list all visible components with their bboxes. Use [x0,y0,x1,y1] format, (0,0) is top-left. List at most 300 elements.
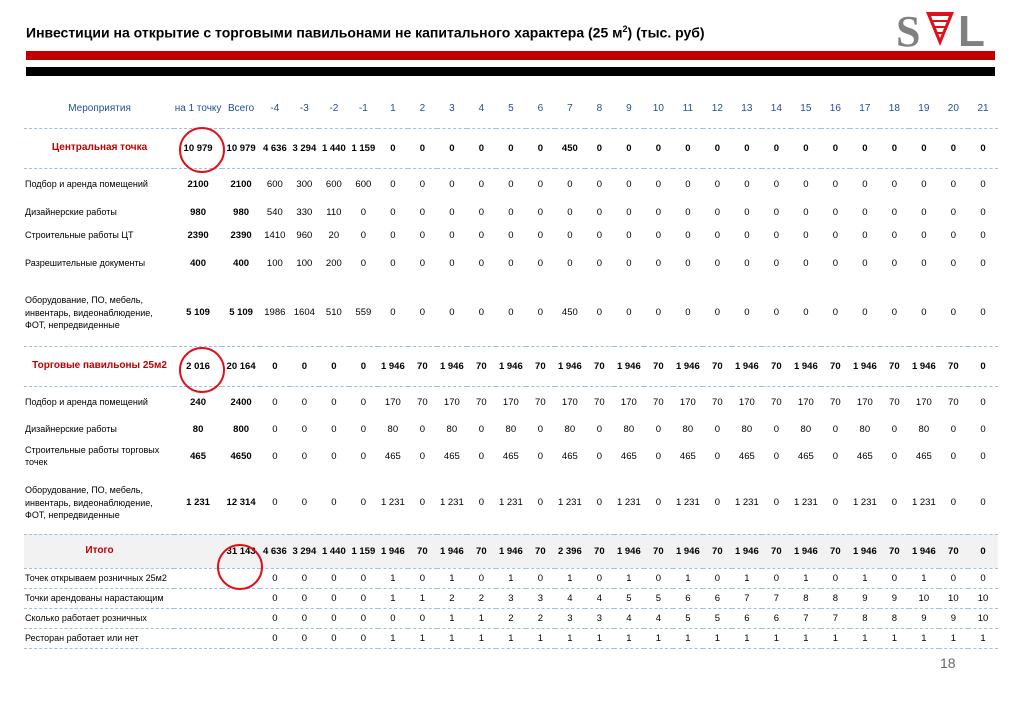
row-value: 0 [832,229,838,241]
row-value: 0 [331,632,337,644]
row-label: Точек открываем розничных 25м2 [25,572,167,583]
row-value: 465 [738,450,755,462]
row-value: 0 [803,206,809,218]
table-row [24,628,998,648]
row-value: 0 [862,142,868,154]
row-value: 0 [655,206,661,218]
row-value: 10 [977,612,989,624]
row-value: 170 [797,396,814,408]
row-value: 3 [537,592,543,604]
row-value: 1 [773,632,779,644]
row-value: 600 [355,178,372,190]
header-period: 17 [859,103,871,115]
row-value: 80 [623,423,635,435]
row-value: 1 159 [351,142,376,154]
header-period: -3 [299,103,309,115]
row-value: 70 [417,360,428,372]
row-value: 0 [921,178,927,190]
row-value: 9 [891,592,897,604]
row-value: 1 [950,632,956,644]
row-per-point [174,608,222,628]
row-value: 1 [862,632,868,644]
row-value: 0 [655,497,661,509]
row-value: 0 [714,206,720,218]
row-value: 0 [272,612,278,624]
row-value: 80 [505,423,517,435]
row-value: 70 [594,396,605,408]
row-value: 0 [537,450,543,462]
row-value: 70 [526,534,556,568]
header-period: 21 [977,103,989,115]
row-value: 540 [266,206,283,218]
row-value: 0 [744,142,750,154]
row-label: Дизайнерские работы [25,423,117,434]
row-value: 0 [980,423,986,435]
row-value: 170 [856,396,873,408]
row-value: 300 [296,178,313,190]
row-value: 200 [325,257,342,269]
row-value: 0 [968,534,998,568]
header-period: 10 [652,103,664,115]
row-value: 0 [803,142,809,154]
row-total: 12 314 [226,497,256,509]
row-value: 0 [301,360,307,372]
header-period: -1 [358,103,368,115]
row-value: 5 [714,612,720,624]
row-value: 0 [862,229,868,241]
row-value: 0 [478,307,484,319]
row-value: 10 [948,592,959,604]
row-value: 0 [832,178,838,190]
row-value: 0 [478,229,484,241]
table-header-row [24,90,998,128]
row-value: 100 [266,257,283,269]
row-value: 0 [360,612,366,624]
row-value: 0 [685,206,691,218]
row-value: 2 396 [555,534,585,568]
header-label: Мероприятия [68,102,131,114]
row-value: 100 [296,257,313,269]
row-value: 3 294 [290,534,320,568]
row-value: 0 [508,229,514,241]
row-value: 0 [360,450,366,462]
row-value: 0 [803,257,809,269]
row-value: 110 [326,206,342,218]
row-value: 70 [830,396,841,408]
row-per-point: 80 [192,423,204,435]
row-value: 1 231 [793,497,818,509]
row-value: 70 [889,396,900,408]
row-value: 465 [443,450,460,462]
row-value: 0 [862,206,868,218]
row-value: 0 [596,257,602,269]
row-value: 80 [859,423,871,435]
row-value: 0 [449,206,455,218]
row-value: 80 [564,423,576,435]
row-value: 0 [921,307,927,319]
investment-table [24,90,998,649]
row-label: Разрешительные документы [25,257,146,268]
row-value: 0 [419,572,425,584]
row-total: 20 164 [226,360,256,372]
row-value: 1 [390,572,396,584]
row-value: 0 [360,592,366,604]
row-value: 0 [655,178,661,190]
row-value: 1 [921,632,927,644]
header-period: 14 [770,103,782,115]
row-value: 0 [331,592,337,604]
row-value: 0 [950,257,956,269]
row-value: 1 946 [850,534,880,568]
title-superscript: 2 [622,24,628,34]
row-value: 1 [626,632,632,644]
header-period: -4 [270,103,280,115]
row-value: 0 [891,572,897,584]
row-value: 6 [773,612,779,624]
row-value: 0 [980,206,986,218]
row-value: 0 [331,450,337,462]
row-value: 0 [360,632,366,644]
row-value: 1 231 [734,497,759,509]
row-value: 960 [296,229,313,241]
row-value: 0 [537,229,543,241]
row-value: 0 [301,572,307,584]
row-value: 0 [891,229,897,241]
row-value: 0 [567,229,573,241]
row-value: 1 946 [734,360,759,372]
row-value: 0 [390,612,396,624]
row-value: 0 [419,142,425,154]
page-number: 18 [940,655,956,671]
row-value: 1 946 [439,360,464,372]
row-value: 465 [679,450,696,462]
row-value: 0 [478,206,484,218]
row-value: 70 [771,360,782,372]
row-label: Оборудование, ПО, мебель, инвентарь, видеонаблюдение, ФОТ, непредвиденные [25,485,153,520]
row-value: 8 [891,612,897,624]
row-value: 450 [561,142,578,154]
row-value: 465 [502,450,519,462]
row-value: 1 [803,572,809,584]
row-total: 2390 [230,229,252,241]
highlight-circle-total [217,544,263,590]
row-value: 0 [832,450,838,462]
row-value: 3 294 [292,142,317,154]
row-value: 5 [685,612,691,624]
row-total: 800 [233,423,250,435]
row-value: 0 [478,142,484,154]
row-value: 450 [561,307,578,319]
table-row [24,168,998,200]
row-value: 7 [832,612,838,624]
row-value: 1 [862,572,868,584]
row-per-point: 400 [190,257,206,269]
row-value: 0 [655,450,661,462]
row-value: 0 [744,257,750,269]
row-value: 0 [272,396,278,408]
header-period: 1 [390,103,396,115]
row-value: 0 [773,572,779,584]
table-row [24,440,998,472]
row-value: 0 [773,142,779,154]
row-total: 10 979 [226,142,256,154]
row-value: 0 [832,572,838,584]
svl-logo [896,8,996,50]
row-value: 4 [596,592,602,604]
row-value: 0 [773,450,779,462]
row-value: 0 [714,229,720,241]
row-total: 2100 [230,178,252,190]
row-value: 70 [948,396,959,408]
row-value: 9 [950,612,956,624]
row-value: 1 231 [380,497,405,509]
row-value: 1986 [264,307,286,319]
row-per-point [174,568,222,588]
row-value: 0 [980,450,986,462]
row-value: 0 [773,257,779,269]
row-value: 0 [272,360,278,372]
row-value: 0 [832,423,838,435]
row-value: 8 [832,592,838,604]
row-value: 0 [921,257,927,269]
row-value: 0 [980,572,986,584]
row-value: 1 [714,632,720,644]
row-value: 0 [950,178,956,190]
row-value: 1 946 [498,360,523,372]
row-value: 1 231 [616,497,641,509]
row-value: 0 [891,178,897,190]
row-value: 0 [596,206,602,218]
row-value: 0 [891,257,897,269]
row-value: 1 946 [791,534,821,568]
row-value: 8 [862,612,868,624]
row-value: 2 [537,612,543,624]
row-value: 5 [626,592,632,604]
row-value: 0 [980,142,986,154]
row-value: 0 [655,142,661,154]
row-value: 1 946 [616,360,641,372]
row-value: 0 [390,206,396,218]
row-value: 0 [360,206,366,218]
row-value: 70 [653,396,664,408]
row-per-point [174,534,222,568]
row-value: 0 [714,142,720,154]
row-value: 6 [714,592,720,604]
row-value: 0 [832,497,838,509]
row-value: 0 [508,307,514,319]
row-value: 0 [596,142,602,154]
row-value: 70 [535,396,546,408]
row-label: Центральная точка [51,141,148,153]
row-value: 0 [537,572,543,584]
row-value: 0 [360,423,366,435]
row-value: 0 [272,572,278,584]
table-row [24,280,998,346]
row-value: 0 [714,178,720,190]
row-value: 1 946 [614,534,644,568]
header-period: 19 [918,103,930,115]
row-value: 170 [561,396,578,408]
row-value: 0 [272,632,278,644]
row-value: 70 [535,360,546,372]
row-value: 1 [449,612,455,624]
header-period: 3 [449,103,455,115]
row-value: 0 [980,360,986,372]
row-value: 0 [449,178,455,190]
header-period: 12 [711,103,723,115]
row-value: 0 [301,396,307,408]
row-value: 0 [537,423,543,435]
row-value: 6 [744,612,750,624]
row-value: 1 [508,632,514,644]
row-total [222,628,260,648]
row-value: 3 [596,612,602,624]
row-value: 0 [714,572,720,584]
row-value: 0 [331,497,337,509]
row-value: 0 [626,178,632,190]
table-row [24,346,998,386]
row-value: 1 946 [675,360,700,372]
row-value: 0 [390,178,396,190]
row-value: 70 [939,534,969,568]
header-period: 8 [596,103,603,115]
row-value: 0 [626,257,632,269]
row-value: 1 231 [911,497,936,509]
row-label: Торговые павильоны 25м2 [32,359,167,371]
row-value: 70 [594,360,605,372]
row-value: 1410 [264,229,286,241]
row-value: 5 [655,592,661,604]
row-value: 1 159 [349,534,379,568]
row-value: 9 [921,612,927,624]
row-value: 70 [417,396,428,408]
row-value: 1 946 [378,534,408,568]
header-period: -2 [329,103,339,115]
row-value: 70 [889,360,900,372]
row-value: 0 [272,592,278,604]
header-per-point: на 1 точку [174,103,222,115]
row-value: 1 [891,632,897,644]
row-value: 1 946 [380,360,405,372]
row-value: 1 946 [437,534,467,568]
row-value: 0 [980,307,986,319]
row-value: 0 [301,497,307,509]
row-value: 0 [419,307,425,319]
row-value: 0 [891,307,897,319]
row-value: 0 [980,229,986,241]
row-value: 0 [537,142,543,154]
row-value: 70 [585,534,615,568]
row-label: Подбор и аренда помещений [25,397,148,407]
row-value: 1 [832,632,838,644]
row-value: 0 [862,178,868,190]
row-value: 7 [773,592,779,604]
header-period: 13 [741,103,753,115]
row-value: 0 [980,497,986,509]
row-value: 1 [744,632,750,644]
table-row [24,128,998,168]
row-value: 0 [950,206,956,218]
row-value: 0 [390,229,396,241]
row-value: 0 [685,178,691,190]
highlight-circle-pavilions [179,347,225,393]
row-value: 0 [331,396,337,408]
row-value: 0 [744,229,750,241]
row-value: 70 [476,396,487,408]
row-value: 70 [476,360,487,372]
row-value: 0 [950,450,956,462]
row-value: 0 [862,257,868,269]
row-value: 4 [567,592,573,604]
header-period: 7 [567,103,573,115]
row-value: 0 [950,497,956,509]
row-value: 0 [980,396,986,408]
row-label: Точки арендованы нарастающим [25,592,164,603]
row-value: 0 [921,206,927,218]
row-value: 0 [714,423,720,435]
row-value: 1 231 [675,497,700,509]
row-value: 3 [508,592,514,604]
row-value: 1 [980,632,986,644]
row-value: 70 [712,360,723,372]
row-value: 0 [478,450,484,462]
row-value: 0 [596,229,602,241]
row-value: 1 [449,632,455,644]
row-value: 0 [862,307,868,319]
row-value: 0 [714,257,720,269]
row-value: 600 [325,178,342,190]
row-value: 0 [449,229,455,241]
row-value: 1 [390,632,396,644]
table-row [24,224,998,246]
row-value: 0 [596,178,602,190]
row-value: 1 [626,572,632,584]
table-row [24,568,998,588]
row-value: 465 [561,450,578,462]
row-value: 1 231 [557,497,582,509]
header-period: 5 [508,103,514,115]
row-value: 1 231 [439,497,464,509]
row-value: 0 [685,142,691,154]
row-value: 0 [390,257,396,269]
row-value: 0 [685,257,691,269]
row-per-point [174,588,222,608]
row-per-point: 5 109 [186,307,210,319]
svg-text:L: L [958,8,985,50]
row-value: 0 [921,229,927,241]
row-value: 7 [803,612,809,624]
row-value: 70 [830,360,841,372]
row-value: 0 [331,360,337,372]
row-value: 1 [478,612,484,624]
row-value: 0 [390,142,396,154]
row-value: 0 [301,450,307,462]
row-value: 0 [449,257,455,269]
row-value: 0 [596,450,602,462]
row-value: 0 [626,307,632,319]
row-value: 70 [771,396,782,408]
page-title [26,24,705,41]
header-total: Всего [227,103,255,115]
table-row [24,200,998,224]
row-value: 0 [803,307,809,319]
header-period: 2 [419,103,426,115]
row-value: 0 [331,423,337,435]
row-value: 0 [272,497,278,509]
row-value: 70 [644,534,674,568]
row-value: 0 [950,423,956,435]
black-divider-bar [26,67,995,76]
